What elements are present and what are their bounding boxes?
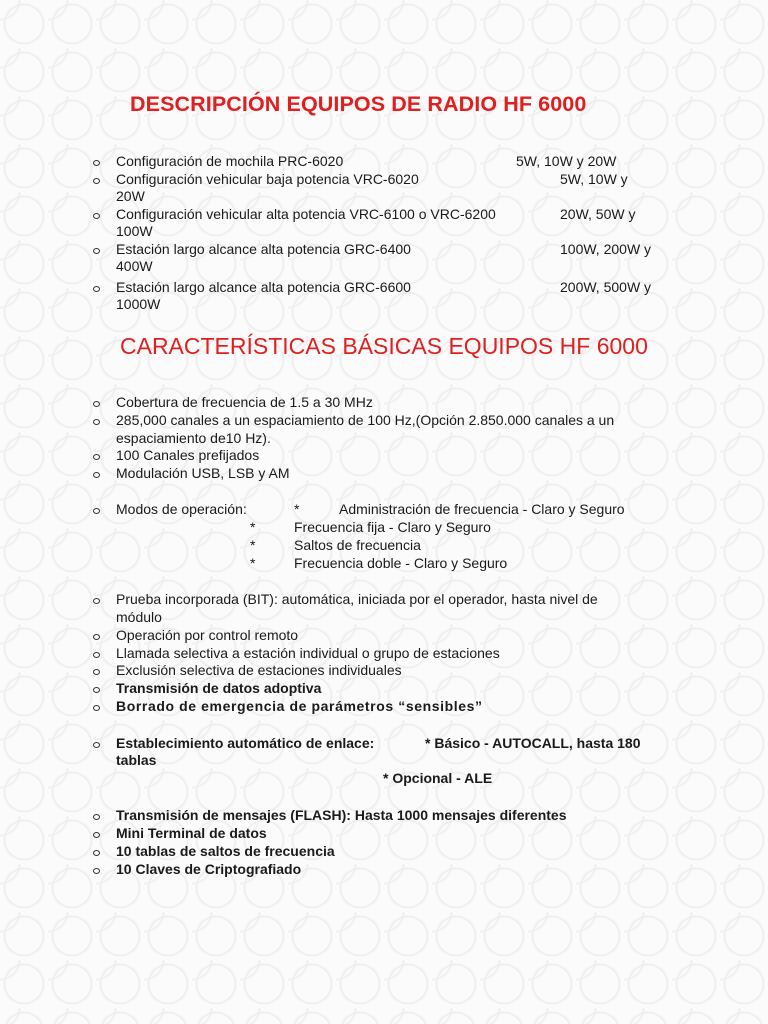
bullet-icon: [92, 865, 102, 875]
mode-star: *: [250, 519, 256, 535]
feature-item-cont: módulo: [116, 609, 162, 625]
feature-item: Operación por control remoto: [116, 627, 299, 643]
feature-item: 10 Claves de Criptografiado: [116, 861, 302, 877]
bullet-icon: [92, 631, 102, 641]
bullet-icon: [92, 283, 102, 293]
mode-star: *: [250, 537, 256, 553]
bullet-icon: [92, 245, 102, 255]
equipment-item-label: Configuración de mochila PRC-6020: [116, 153, 344, 169]
bullet-icon: [92, 451, 102, 461]
ale-label: Establecimiento automático de enlace:: [116, 735, 375, 751]
feature-item-cont: espaciamiento de10 Hz).: [116, 430, 271, 446]
equipment-item-power: 100W, 200W y: [560, 241, 652, 257]
bullet-icon: [92, 684, 102, 694]
equipment-item-power-cont: 400W: [116, 258, 153, 274]
feature-item: Exclusión selectiva de estaciones individuales: [116, 662, 402, 678]
bullet-icon: [92, 157, 102, 167]
mode-star: *: [294, 501, 300, 517]
equipment-item-power: 5W, 10W y 20W: [516, 153, 617, 169]
ale-optional: * Opcional - ALE: [383, 770, 493, 786]
feature-item: Transmisión de mensajes (FLASH): Hasta 1000 mensajes diferentes: [116, 807, 567, 823]
feature-item: 100 Canales prefijados: [116, 447, 260, 463]
bullet-icon: [92, 505, 102, 515]
bullet-icon: [92, 666, 102, 676]
equipment-item-power-cont: 20W: [116, 188, 145, 204]
bullet-icon: [92, 649, 102, 659]
modes-label: Modos de operación:: [116, 501, 247, 517]
ale-basic-cont: tablas: [116, 752, 157, 768]
feature-item: 285,000 canales a un espaciamiento de 100 Hz,(Opción 2.850.000 canales a un: [116, 412, 615, 428]
equipment-item-power-cont: 100W: [116, 223, 153, 239]
bullet-icon: [92, 702, 102, 712]
equipment-item-label: Estación largo alcance alta potencia GRC-6400: [116, 241, 411, 257]
equipment-item-label: Estación largo alcance alta potencia GRC-6600: [116, 279, 411, 295]
bullet-icon: [92, 398, 102, 408]
equipment-item-power: 5W, 10W y: [560, 171, 628, 187]
bullet-icon: [92, 210, 102, 220]
bullet-icon: [92, 829, 102, 839]
bullet-icon: [92, 469, 102, 479]
feature-item: Cobertura de frecuencia de 1.5 a 30 MHz: [116, 394, 373, 410]
mode-item: Administración de frecuencia - Claro y Seguro: [339, 501, 625, 517]
mode-item: Frecuencia fija - Claro y Seguro: [294, 519, 491, 535]
mode-star: *: [250, 555, 256, 571]
bullet-icon: [92, 847, 102, 857]
feature-item: Llamada selectiva a estación individual o grupo de estaciones: [116, 645, 500, 661]
bullet-icon: [92, 175, 102, 185]
mode-item: Frecuencia doble - Claro y Seguro: [294, 555, 508, 571]
feature-item: Prueba incorporada (BIT): automática, iniciada por el operador, hasta nivel de: [116, 591, 598, 607]
mode-item: Saltos de frecuencia: [294, 537, 421, 553]
section-title-description: DESCRIPCIÓN EQUIPOS DE RADIO HF 6000: [130, 92, 587, 116]
section-title-characteristics: CARACTERÍSTICAS BÁSICAS EQUIPOS HF 6000: [120, 333, 648, 359]
equipment-item-label: Configuración vehicular alta potencia VRC-6100 o VRC-6200: [116, 206, 496, 222]
equipment-item-power: 200W, 500W y: [560, 279, 652, 295]
feature-item: 10 tablas de saltos de frecuencia: [116, 843, 335, 859]
bullet-icon: [92, 811, 102, 821]
feature-item: Borrado de emergencia de parámetros “sensibles”: [116, 698, 483, 714]
feature-item: Transmisión de datos adoptiva: [116, 680, 322, 696]
equipment-item-power: 20W, 50W y: [560, 206, 636, 222]
ale-basic: * Básico - AUTOCALL, hasta 180: [425, 735, 641, 751]
equipment-item-power-cont: 1000W: [116, 296, 161, 312]
equipment-item-label: Configuración vehicular baja potencia VRC-6020: [116, 171, 419, 187]
feature-item: Modulación USB, LSB y AM: [116, 465, 290, 481]
feature-item: Mini Terminal de datos: [116, 825, 267, 841]
bullet-icon: [92, 595, 102, 605]
bullet-icon: [92, 416, 102, 426]
bullet-icon: [92, 739, 102, 749]
